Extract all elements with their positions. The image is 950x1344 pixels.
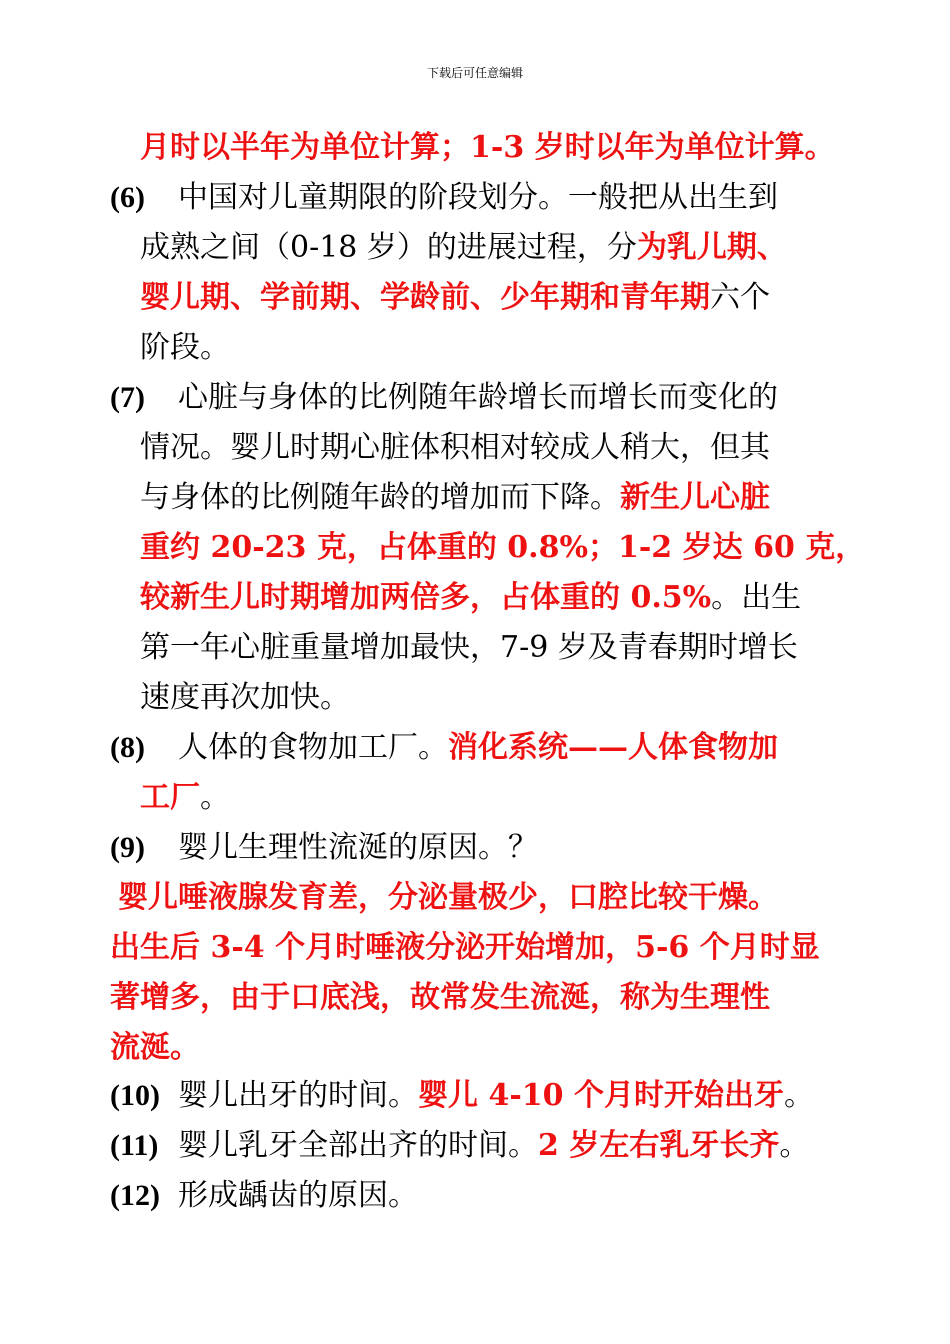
line-text xyxy=(178,378,778,418)
text-line xyxy=(0,1028,950,1068)
answer-text: 婴儿 4-10 个月时开始出牙 xyxy=(418,1078,784,1113)
question-text: 。出生 xyxy=(711,580,802,615)
answer-text: 较新生儿时期增加两倍多，占体重的 0.5% xyxy=(140,580,712,615)
question-text: 婴儿出牙的时间。 xyxy=(178,1078,418,1113)
text-line xyxy=(0,678,950,718)
text-line xyxy=(0,328,950,368)
answer-text: 婴儿期、学前期、学龄前、少年期和青年期 xyxy=(140,280,710,315)
line-text xyxy=(140,228,787,268)
question-text: 。 xyxy=(200,780,230,815)
answer-text: 出生后 3-4 个月时唾液分泌开始增加，5-6 个月时显 xyxy=(110,930,820,965)
line-text xyxy=(140,678,350,718)
text-line xyxy=(0,428,950,468)
line-text xyxy=(140,128,835,168)
line-text xyxy=(178,728,778,768)
answer-text: 2 岁左右乳牙长齐 xyxy=(538,1128,780,1163)
line-text xyxy=(118,878,778,918)
text-line xyxy=(0,578,950,618)
item-number: (6) xyxy=(110,181,145,214)
question-text: 中国对儿童期限的阶段划分。一般把从出生到 xyxy=(178,180,778,215)
line-text xyxy=(140,428,770,468)
answer-text: 新生儿心脏 xyxy=(620,480,770,515)
text-line xyxy=(0,378,950,418)
answer-text: 重约 20-23 克，占体重的 0.8%；1-2 岁达 60 克， xyxy=(140,530,866,565)
item-number: (10) xyxy=(110,1079,160,1112)
text-line xyxy=(0,828,950,868)
question-text: 婴儿乳牙全部出齐的时间。 xyxy=(178,1128,538,1163)
line-text xyxy=(178,1126,809,1166)
line-text xyxy=(178,828,538,868)
answer-text: 工厂 xyxy=(140,780,200,815)
line-text xyxy=(140,528,865,568)
text-line xyxy=(0,978,950,1018)
text-line xyxy=(0,628,950,668)
text-line xyxy=(0,1176,950,1216)
answer-text: 消化系统——人体食物加 xyxy=(448,730,778,765)
question-text: 成熟之间（0-18 岁）的进展过程，分 xyxy=(140,230,637,265)
item-number: (11) xyxy=(110,1129,159,1162)
question-text: 六个 xyxy=(710,280,770,315)
text-line xyxy=(0,128,950,168)
line-text xyxy=(140,628,798,668)
line-text xyxy=(140,578,801,618)
answer-text: 婴儿唾液腺发育差，分泌量极少，口腔比较干燥。 xyxy=(118,880,778,915)
answer-text: 流涎。 xyxy=(110,1030,200,1065)
question-text: 速度再次加快。 xyxy=(140,680,350,715)
question-text: 。 xyxy=(779,1128,810,1163)
text-line xyxy=(0,278,950,318)
line-text xyxy=(140,478,770,518)
line-text xyxy=(110,978,770,1018)
text-line xyxy=(0,228,950,268)
line-text xyxy=(140,278,770,318)
item-number: (8) xyxy=(110,731,145,764)
line-text xyxy=(178,1076,814,1116)
question-text: 婴儿生理性流涎的原因。？ xyxy=(178,830,538,865)
page-header: 下载后可任意编辑 xyxy=(426,66,523,80)
text-line xyxy=(0,478,950,518)
line-text xyxy=(140,778,230,818)
question-text: 心脏与身体的比例随年龄增长而增长而变化的 xyxy=(178,380,778,415)
line-text xyxy=(110,1028,200,1068)
text-line xyxy=(0,778,950,818)
answer-text: 为乳儿期、 xyxy=(636,230,787,265)
text-line xyxy=(0,1076,950,1116)
line-text xyxy=(140,328,230,368)
question-text: 第一年心脏重量增加最快，7-9 岁及青春期时增长 xyxy=(140,630,798,665)
answer-text: 著增多，由于口底浅，故常发生流涎，称为生理性 xyxy=(110,980,770,1015)
question-text: 情况。婴儿时期心脏体积相对较成人稍大，但其 xyxy=(140,430,770,465)
text-line xyxy=(0,728,950,768)
text-line xyxy=(0,878,950,918)
question-text: 。 xyxy=(783,1078,814,1113)
question-text: 阶段。 xyxy=(140,330,230,365)
text-line xyxy=(0,178,950,218)
line-text xyxy=(178,178,778,218)
item-number: (9) xyxy=(110,831,145,864)
question-text: 形成龋齿的原因。 xyxy=(178,1178,418,1213)
text-line xyxy=(0,1126,950,1166)
question-text: 人体的食物加工厂。 xyxy=(178,730,448,765)
text-line xyxy=(0,528,950,568)
text-line xyxy=(0,928,950,968)
line-text xyxy=(110,928,820,968)
line-text xyxy=(178,1176,418,1216)
item-number: (7) xyxy=(110,381,145,414)
answer-text: 月时以半年为单位计算；1-3 岁时以年为单位计算。 xyxy=(140,130,835,165)
question-text: 与身体的比例随年龄的增加而下降。 xyxy=(140,480,620,515)
item-number: (12) xyxy=(110,1179,160,1212)
